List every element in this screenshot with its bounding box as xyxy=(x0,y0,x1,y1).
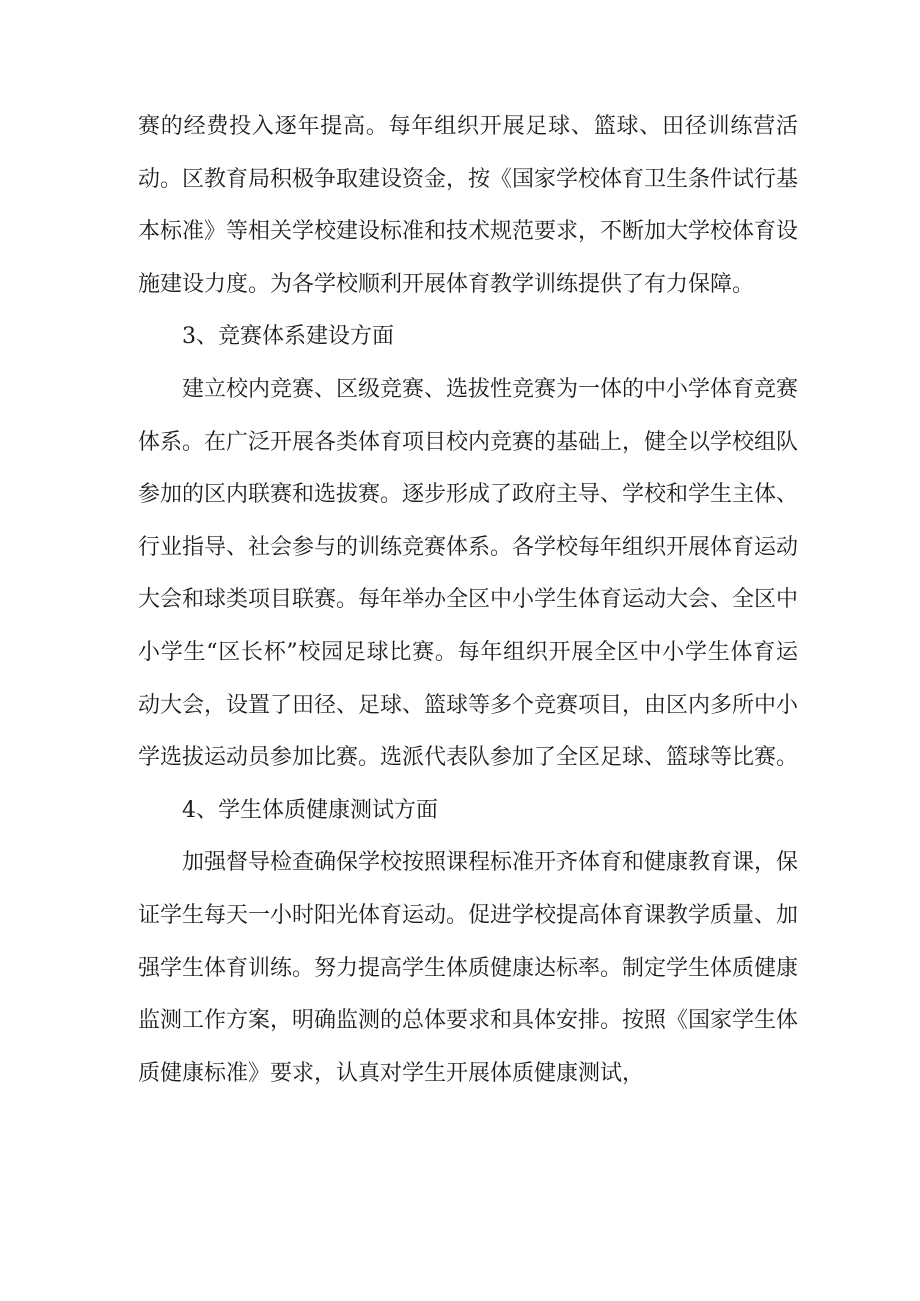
body-paragraph-facilities: 赛的经费投入逐年提高。每年组织开展足球、篮球、田径训练营活动。区教育局积极争取建设资金，按《国家学校体育卫生条件试行基本标准》等相关学校建设标准和技术规范要求，不断加大学校体育设施建设力度。为各学校顺利开展体育教学训练提供了有力保障。 xyxy=(138,114,799,297)
section-heading-health-test: 4、学生体质健康测试方面 xyxy=(182,797,438,823)
document-body xyxy=(138,101,798,1100)
body-paragraph-competition: 建立校内竞赛、区级竞赛、选拔性竞赛为一体的中小学体育竞赛体系。在广泛开展各类体育项目校内竞赛的基础上，健全以学校组队参加的区内联赛和选拔赛。逐步形成了政府主导、学校和学生主体、行业指导、社会参与的训练竞赛体系。各学校每年组织开展体育运动大会和球类项目联赛。每年举办全区中小学生体育运动大会、全区中小学生“区长杯”校园足球比赛。每年组织开展全区中小学生体育运动大会，设置了田径、足球、篮球等多个竞赛项目，由区内多所中小学选拔运动员参加比赛。选派代表队参加了全区足球、篮球等比赛。 xyxy=(138,376,799,771)
section-heading-competition: 3、竞赛体系建设方面 xyxy=(182,324,394,350)
body-paragraph-health-test: 加强督导检查确保学校按照课程标准开齐体育和健康教育课，保证学生每天一小时阳光体育运动。促进学校提高体育课教学质量、加强学生体育训练。努力提高学生体质健康达标率。制定学生体质健康监测工作方案，明确监测的总体要求和具体安排。按照《国家学生体质健康标准》要求，认真对学生开展体质健康测试， xyxy=(138,850,799,1086)
